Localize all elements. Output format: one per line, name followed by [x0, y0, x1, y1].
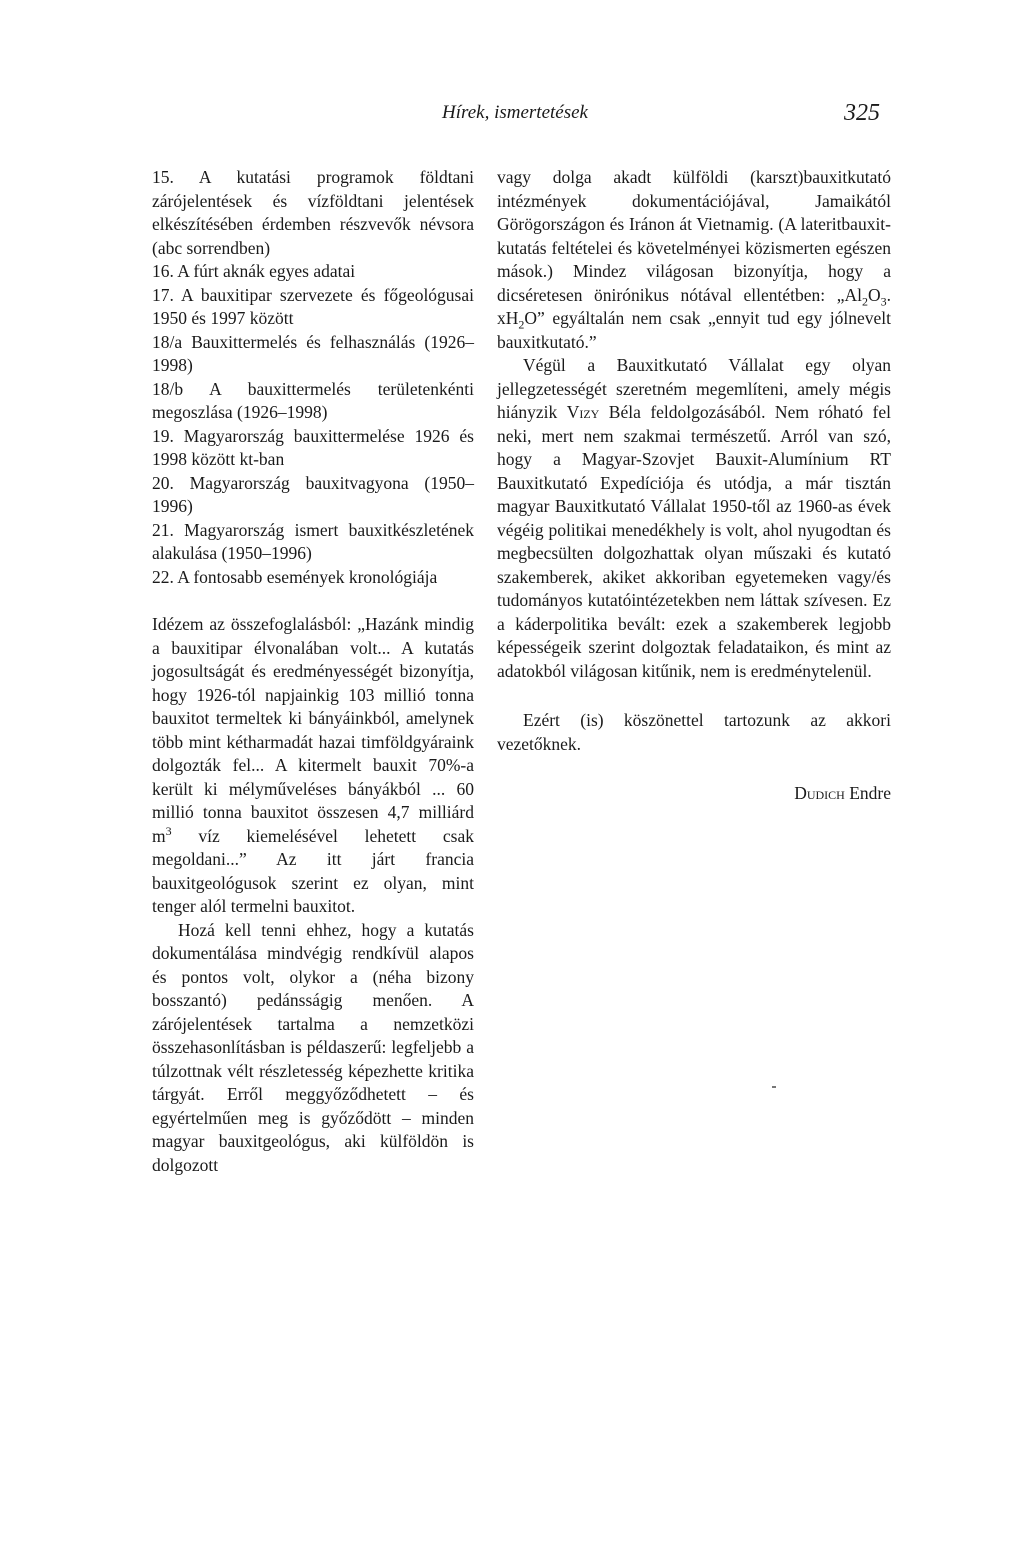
- para-text-c: . xH: [497, 284, 891, 328]
- list-item-15: 15. A kutatási programok földtani zárójelentések és vízföldtani jelentések elkészítésében érdemben részvevők névsora (abc sorrendben): [152, 167, 474, 258]
- para-text-d: O” egyáltalán nem csak „ennyit tud egy jólnevelt bauxitkutató.”: [497, 308, 891, 352]
- body-paragraph-5: Ezért (is) köszönettel tartozunk az akkori vezetőknek.: [497, 710, 891, 754]
- para-text-b: O: [867, 284, 881, 305]
- running-header: [150, 100, 880, 130]
- list-item-21: 21. Magyarország ismert bauxitkészletének alakulása (1950–1996): [152, 519, 474, 563]
- subscript: 3: [880, 294, 887, 308]
- right-column: [497, 166, 891, 806]
- scan-speck: [772, 1086, 776, 1088]
- para-text-f: Béla feldolgozásából. Nem róható fel neki, mert nem szakmai természetű. Arról van szó, hogy a Magyar-Szovjet Bauxit-Alumínium RT Bauxitkutató Expedíciója és utódja, a már tisztán magyar Bauxitkutató Vállalat 1950-től az 1960-as évek végéig politikai menedékhely is volt, ahol nyugodtan és megbecsülten dolgozhattak olyan műszaki és kutató szakemberek, akiket akkoriban egyetemeken vagy/és tudományos kutatóintézetekben nem láttak szívesen. Ez a káderpolitika bevált: ezek a szakemberek legjobb képességeik szerint dolgoztak feladataikon, és mint az adatokból világosan kitűnik, nem is eredménytelenül.: [497, 402, 892, 681]
- subscript: 2: [518, 317, 525, 332]
- body-paragraph-2: Hozá kell tenni ehhez, hogy a kutatás dokumentálása mindvégig rendkívül alapos és pontos volt, olykor a (néha bizony bosszantó) pedánsságig menően. A zárójelentések tartalma a nemzetközi összehasonlításban is példaszerű: legfeljebb a túlzottnak vélt részletesség képezhette kritika tárgyát. Erről meggyőződhetett – és egyértelműen meg is győződött – minden magyar bauxitgeológus, aki külföldön is dolgozott: [152, 919, 474, 1175]
- superscript: 3: [165, 823, 172, 838]
- list-item-18a: 18/a Bauxittermelés és felhasználás (1926–1998): [152, 331, 474, 375]
- list-item-19: 19. Magyarország bauxittermelése 1926 és 1998 között kt-ban: [152, 425, 474, 469]
- quote-text-a: Idézem az összefoglalásból: „Hazánk mindig a bauxitipar élvonalában volt... A kutatás jogosultságát és eredményességét bizonyítja, hogy 1926-tól napjainkig 103 millió tonna bauxitot termeltek ki bányáinkból, amelynek több mint kétharmadát hazai timföldgyáraink dolgozták fel... A kitermelt bauxit 70%-a került ki mélyműveléses bányákból ... 60 millió tonna bauxitot összesen 4,7 milliárd m: [152, 614, 474, 846]
- list-item-17: 17. A bauxitipar szervezete és főgeológusai 1950 és 1997 között: [152, 284, 474, 328]
- body-paragraph-4: [497, 354, 891, 683]
- list-item-18b: 18/b A bauxittermelés területenkénti megoszlása (1926–1998): [152, 378, 474, 422]
- author-given-name: Endre: [844, 783, 891, 803]
- list-item-16: 16. A fúrt aknák egyes adatai: [152, 261, 356, 281]
- quote-text-b: víz kiemelésével lehetett csak megoldani...” Az itt járt francia bauxitgeológusok szerint ez olyan, mint tenger alól termelni bauxitot.: [152, 825, 474, 916]
- section-title: Hírek, ismertetések: [442, 102, 588, 123]
- person-name: Vizy: [566, 402, 600, 422]
- list-item-20: 20. Magyarország bauxitvagyona (1950–1996): [152, 472, 474, 516]
- quote-paragraph: [152, 613, 474, 919]
- subscript: 2: [861, 294, 868, 308]
- author-surname: Dudich: [794, 783, 845, 803]
- list-item-22: 22. A fontosabb események kronológiája: [152, 566, 438, 587]
- author-signature: [497, 782, 891, 806]
- page-number: 325: [844, 100, 880, 126]
- para-text-e: Végül a Bauxitkutató Vállalat egy olyan jellegzetességét szeretném megemlíteni, amely mégis hiányzik: [497, 355, 891, 422]
- left-column: [152, 166, 474, 1177]
- body-paragraph-3: [497, 166, 891, 354]
- para-text-a: vagy dolga akadt külföldi (karszt)bauxitkutató intézmények dokumentációjával, Jamaikától Görögországon és Iránon át Vietnamig. (A lateritbauxit-kutatás feltételei és követelményei közismerten egészen mások.) Mindez világosan bizonyítja, hogy a dicséretesen önirónikus nótával ellentétben: „Al: [497, 167, 891, 305]
